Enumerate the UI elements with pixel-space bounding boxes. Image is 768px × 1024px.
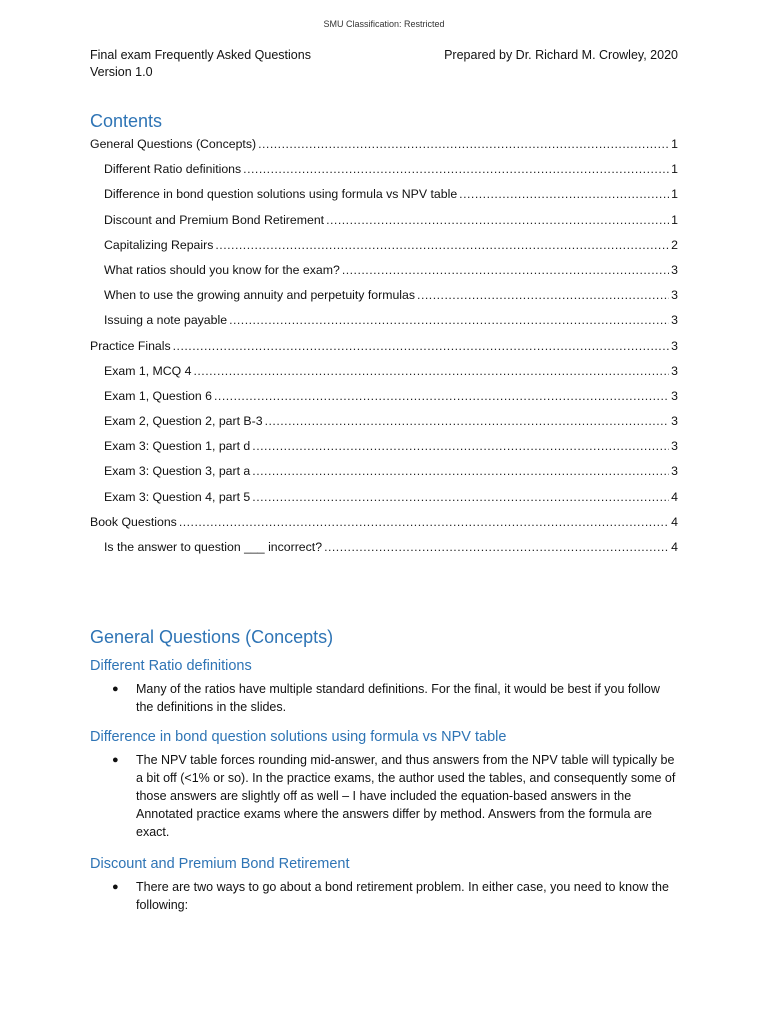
bullet-text: There are two ways to go about a bond retirement problem. In either case, you need to know the following: bbox=[136, 880, 669, 912]
toc-entry-title: Capitalizing Repairs bbox=[104, 237, 214, 252]
subsection-heading-bond-solutions: Difference in bond question solutions using formula vs NPV table bbox=[90, 729, 507, 745]
toc-page-number: 3 bbox=[671, 439, 678, 454]
toc-dot-leader bbox=[459, 185, 669, 203]
toc-entry[interactable] bbox=[90, 461, 678, 486]
toc-page-number: 1 bbox=[671, 212, 678, 227]
toc-dot-leader bbox=[173, 337, 670, 355]
toc-entry-title: General Questions (Concepts) bbox=[90, 137, 257, 151]
toc-page-number: 1 bbox=[671, 187, 678, 202]
toc-page-number: 3 bbox=[671, 313, 678, 328]
bullet-icon: ● bbox=[112, 881, 119, 893]
toc-dot-leader bbox=[252, 462, 669, 480]
toc-entry[interactable] bbox=[90, 285, 678, 310]
toc-entry[interactable] bbox=[90, 487, 678, 512]
toc-entry-title: Exam 3: Question 3, part a bbox=[104, 464, 251, 479]
toc-dot-leader bbox=[324, 538, 669, 556]
toc-entry[interactable] bbox=[90, 210, 678, 235]
bullet-item bbox=[112, 751, 678, 841]
toc-entry-title: Book Questions bbox=[90, 514, 177, 529]
toc-entry[interactable] bbox=[90, 184, 678, 209]
section-heading-general-questions: General Questions (Concepts) bbox=[90, 627, 334, 647]
toc-dot-leader bbox=[265, 412, 670, 430]
toc-entry[interactable] bbox=[90, 537, 678, 562]
toc-page-number: 3 bbox=[671, 388, 678, 403]
toc-page-number: 3 bbox=[671, 363, 678, 378]
toc-page-number: 3 bbox=[671, 414, 678, 429]
toc-entry[interactable] bbox=[90, 134, 678, 159]
toc-dot-leader bbox=[252, 437, 669, 455]
toc-entry-title: When to use the growing annuity and perpetuity formulas bbox=[104, 288, 416, 303]
toc-entry[interactable] bbox=[90, 159, 678, 184]
bullet-icon: ● bbox=[112, 683, 119, 695]
toc-page-number: 3 bbox=[671, 288, 678, 303]
toc-page-number: 2 bbox=[671, 237, 678, 252]
toc-entry[interactable] bbox=[90, 361, 678, 386]
toc-entry-title: What ratios should you know for the exam? bbox=[104, 262, 340, 277]
toc-entry[interactable] bbox=[90, 436, 678, 461]
bullet-text: The NPV table forces rounding mid-answer, and thus answers from the NPV table will typically be a bit off (<1% or so). In the practice exams, the author used the tables, and consequently some of those answers are slightly off as well – I have included the equation-based answers in the Annotated practice exams where the answers differ by method. Answers from the formula are exact. bbox=[136, 753, 676, 839]
toc-dot-leader bbox=[214, 387, 669, 405]
toc-entry-title: Exam 1, Question 6 bbox=[104, 388, 212, 403]
toc-entry-title: Difference in bond question solutions using formula vs NPV table bbox=[104, 187, 458, 202]
bullet-text: Many of the ratios have multiple standard definitions. For the final, it would be best if you follow the definitions in the slides. bbox=[136, 682, 660, 714]
subsection-heading-ratio-definitions: Different Ratio definitions bbox=[90, 658, 252, 674]
toc-entry-title: Issuing a note payable bbox=[104, 313, 228, 328]
toc-page-number: 1 bbox=[671, 162, 678, 177]
toc-dot-leader bbox=[243, 160, 669, 178]
toc-page-number: 4 bbox=[671, 514, 678, 529]
toc-entry-title: Exam 3: Question 1, part d bbox=[104, 439, 251, 454]
toc-page-number: 3 bbox=[671, 262, 678, 277]
toc-page-number: 1 bbox=[671, 137, 678, 151]
bullet-item bbox=[112, 680, 678, 716]
toc-dot-leader bbox=[229, 311, 669, 329]
toc-page-number: 4 bbox=[671, 540, 678, 554]
toc-dot-leader bbox=[215, 236, 669, 254]
toc-entry[interactable] bbox=[90, 260, 678, 285]
toc-entry[interactable] bbox=[90, 386, 678, 411]
bullet-icon: ● bbox=[112, 754, 119, 766]
toc-page-number: 4 bbox=[671, 489, 678, 504]
toc-entry[interactable] bbox=[90, 512, 678, 537]
document-title: Final exam Frequently Asked Questions bbox=[90, 48, 311, 62]
toc-dot-leader bbox=[417, 286, 669, 304]
document-version: Version 1.0 bbox=[90, 65, 153, 79]
toc-entry-title: Is the answer to question ___ incorrect? bbox=[104, 540, 323, 554]
toc-entry-title: Exam 2, Question 2, part B-3 bbox=[104, 414, 263, 429]
toc-entry[interactable] bbox=[90, 336, 678, 361]
toc-dot-leader bbox=[258, 135, 669, 153]
document-author: Prepared by Dr. Richard M. Crowley, 2020 bbox=[444, 48, 678, 62]
toc-entry[interactable] bbox=[90, 310, 678, 335]
toc-entry-title: Practice Finals bbox=[90, 338, 171, 353]
table-of-contents bbox=[90, 134, 678, 562]
subsection-heading-bond-retirement: Discount and Premium Bond Retirement bbox=[90, 856, 350, 872]
toc-entry[interactable] bbox=[90, 411, 678, 436]
toc-entry-title: Exam 3: Question 4, part 5 bbox=[104, 489, 251, 504]
contents-heading: Contents bbox=[90, 111, 163, 131]
toc-entry-title: Exam 1, MCQ 4 bbox=[104, 363, 192, 378]
toc-dot-leader bbox=[179, 513, 669, 531]
toc-page-number: 3 bbox=[671, 464, 678, 479]
toc-dot-leader bbox=[193, 362, 669, 380]
toc-dot-leader bbox=[342, 261, 669, 279]
toc-dot-leader bbox=[326, 211, 669, 229]
toc-entry-title: Discount and Premium Bond Retirement bbox=[104, 212, 325, 227]
bullet-item bbox=[112, 878, 678, 914]
document-header-left bbox=[90, 47, 311, 81]
toc-entry[interactable] bbox=[90, 235, 678, 260]
classification-label: SMU Classification: Restricted bbox=[323, 19, 445, 29]
toc-dot-leader bbox=[252, 488, 669, 506]
toc-page-number: 3 bbox=[671, 338, 678, 353]
toc-entry-title: Different Ratio definitions bbox=[104, 162, 242, 177]
